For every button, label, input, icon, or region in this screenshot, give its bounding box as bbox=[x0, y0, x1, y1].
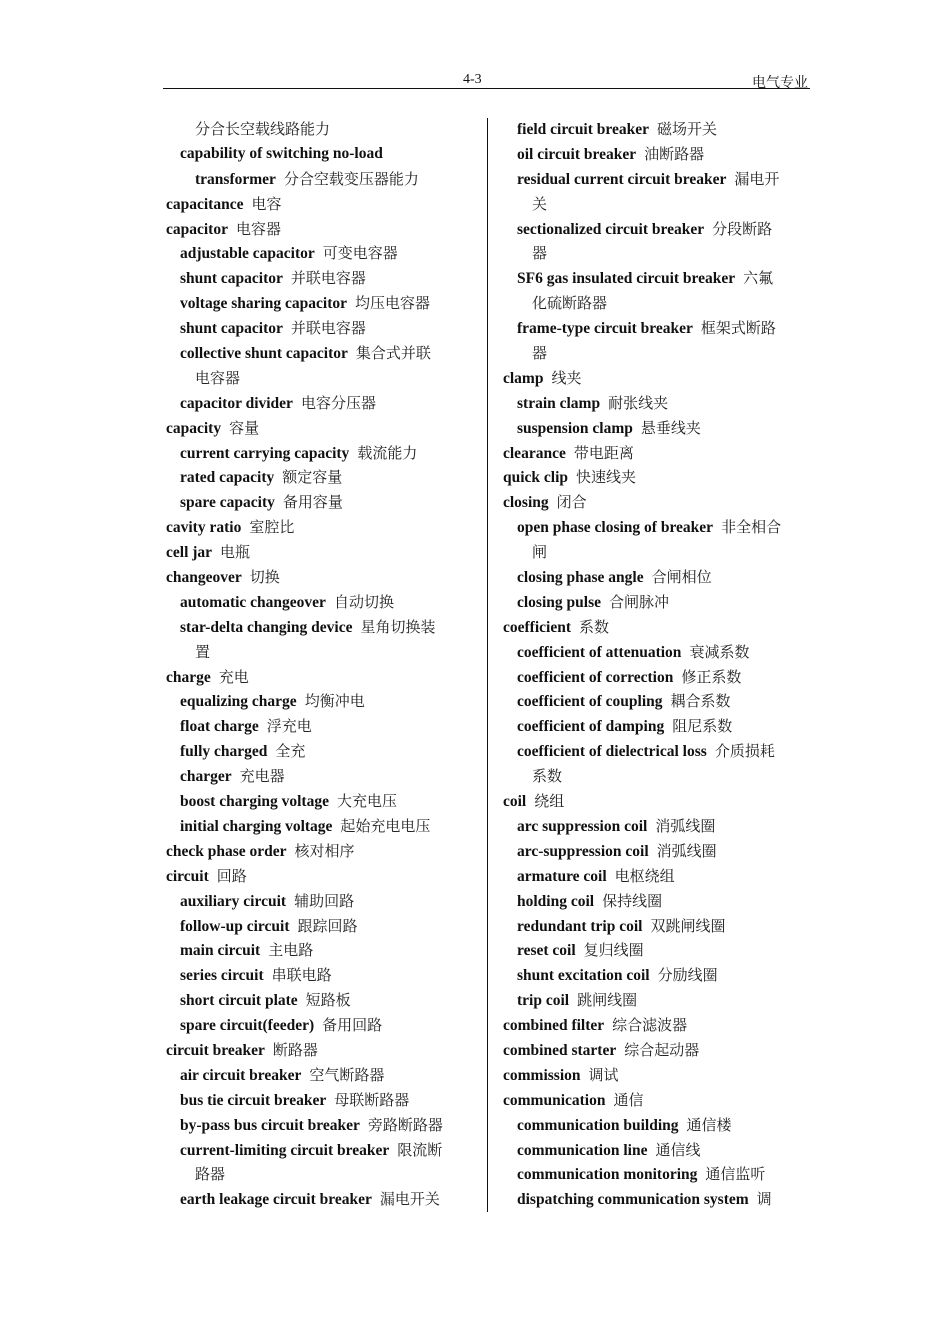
glossary-entry bbox=[503, 1088, 811, 1113]
entry-translation: 调试 bbox=[588, 1065, 619, 1084]
entry-translation: 核对相序 bbox=[294, 841, 355, 860]
entry-term: float charge bbox=[180, 718, 259, 736]
glossary-entry bbox=[166, 416, 474, 441]
glossary-entry bbox=[503, 864, 811, 889]
glossary-entry bbox=[166, 1138, 474, 1163]
entry-translation: 并联电容器 bbox=[290, 269, 366, 288]
entry-term: by-pass bus circuit breaker bbox=[180, 1116, 360, 1134]
entry-term: cavity ratio bbox=[166, 519, 242, 537]
glossary-entry bbox=[166, 739, 474, 764]
glossary-entry bbox=[503, 565, 811, 590]
glossary-entry bbox=[166, 192, 474, 217]
glossary-entry bbox=[166, 665, 474, 690]
glossary-entry bbox=[503, 739, 811, 764]
entry-term: SF6 gas insulated circuit breaker bbox=[517, 270, 736, 288]
entry-translation: 器 bbox=[532, 344, 548, 363]
glossary-entry bbox=[503, 764, 811, 789]
glossary-entry bbox=[166, 366, 474, 391]
entry-term: rated capacity bbox=[180, 469, 275, 487]
entry-term: communication building bbox=[517, 1116, 679, 1134]
entry-translation: 系数 bbox=[532, 767, 563, 786]
glossary-entry bbox=[166, 1162, 474, 1187]
entry-term: circuit bbox=[166, 867, 209, 885]
entry-term: short circuit plate bbox=[180, 992, 298, 1010]
entry-translation: 分合长空载线路能力 bbox=[195, 120, 331, 138]
entry-term: closing phase angle bbox=[517, 569, 644, 587]
entry-term: boost charging voltage bbox=[180, 793, 329, 811]
entry-term: oil circuit breaker bbox=[517, 145, 637, 163]
entry-translation: 关 bbox=[532, 194, 548, 213]
entry-term: commission bbox=[503, 1066, 581, 1084]
entry-translation: 分合空载变压器能力 bbox=[283, 169, 419, 188]
entry-translation: 置 bbox=[195, 642, 211, 661]
entry-translation: 充电器 bbox=[239, 767, 285, 786]
entry-translation: 备用容量 bbox=[282, 493, 343, 512]
entry-term: auxiliary circuit bbox=[180, 892, 287, 910]
entry-term: spare circuit(feeder) bbox=[180, 1017, 315, 1035]
glossary-entry bbox=[503, 192, 811, 217]
glossary-entry bbox=[166, 689, 474, 714]
entry-term: clamp bbox=[503, 369, 544, 387]
entry-translation: 衰减系数 bbox=[689, 642, 750, 661]
entry-term: coefficient of dielectrical loss bbox=[517, 743, 707, 761]
entry-translation: 油断路器 bbox=[644, 144, 705, 163]
glossary-entry bbox=[503, 465, 811, 490]
glossary-entry bbox=[166, 814, 474, 839]
entry-term: trip coil bbox=[517, 992, 570, 1010]
entry-translation: 电瓶 bbox=[220, 543, 251, 562]
entry-translation: 均衡冲电 bbox=[304, 692, 365, 711]
column-divider bbox=[487, 118, 488, 1212]
entry-term: coefficient of coupling bbox=[517, 693, 663, 711]
glossary-entry bbox=[166, 515, 474, 540]
entry-translation: 起始充电电压 bbox=[340, 816, 431, 835]
entry-term: equalizing charge bbox=[180, 693, 297, 711]
glossary-entry bbox=[503, 615, 811, 640]
entry-translation: 切换 bbox=[249, 568, 280, 587]
entry-term: check phase order bbox=[166, 842, 287, 860]
entry-term: capacitance bbox=[166, 195, 244, 213]
entry-term: cell jar bbox=[166, 544, 213, 562]
entry-term: bus tie circuit breaker bbox=[180, 1091, 327, 1109]
glossary-entry bbox=[166, 988, 474, 1013]
glossary-entry bbox=[166, 889, 474, 914]
entry-term: arc suppression coil bbox=[517, 817, 648, 835]
entry-translation: 调 bbox=[756, 1190, 772, 1209]
entry-term: clearance bbox=[503, 444, 566, 462]
entry-translation: 阻尼系数 bbox=[672, 717, 733, 736]
entry-translation: 星角切换装 bbox=[360, 617, 436, 636]
entry-term: current carrying capacity bbox=[180, 444, 350, 462]
entry-term: coefficient bbox=[503, 618, 571, 636]
glossary-entry bbox=[503, 391, 811, 416]
entry-term: communication line bbox=[517, 1141, 648, 1159]
glossary-entry bbox=[503, 839, 811, 864]
entry-term: holding coil bbox=[517, 892, 595, 910]
entry-term: closing pulse bbox=[517, 593, 601, 611]
glossary-entry bbox=[503, 167, 811, 192]
glossary-entry bbox=[166, 1187, 474, 1212]
entry-translation: 闭合 bbox=[556, 493, 587, 512]
glossary-entry bbox=[166, 441, 474, 466]
entry-translation: 电容 bbox=[251, 194, 282, 213]
glossary-entry bbox=[166, 839, 474, 864]
glossary-entry bbox=[503, 714, 811, 739]
glossary-entry bbox=[166, 1088, 474, 1113]
entry-translation: 旁路断路器 bbox=[367, 1115, 443, 1134]
entry-translation: 全充 bbox=[275, 742, 306, 761]
glossary-entry bbox=[166, 615, 474, 640]
glossary-entry bbox=[166, 1113, 474, 1138]
glossary-entry bbox=[503, 689, 811, 714]
entry-translation: 通信监听 bbox=[705, 1165, 766, 1184]
glossary-entry bbox=[166, 590, 474, 615]
entry-translation: 漏电开关 bbox=[379, 1190, 440, 1209]
glossary-entry bbox=[503, 640, 811, 665]
glossary-entry bbox=[503, 366, 811, 391]
entry-translation: 器 bbox=[532, 244, 548, 263]
glossary-entry bbox=[503, 1063, 811, 1088]
entry-term: charge bbox=[166, 668, 211, 686]
glossary-entry bbox=[166, 789, 474, 814]
entry-translation: 室腔比 bbox=[249, 518, 295, 537]
entry-term: earth leakage circuit breaker bbox=[180, 1191, 372, 1209]
glossary-entry bbox=[503, 988, 811, 1013]
entry-term: star-delta changing device bbox=[180, 618, 353, 636]
entry-translation: 消弧线圈 bbox=[655, 816, 716, 835]
glossary-entry bbox=[166, 316, 474, 341]
entry-translation: 电容器 bbox=[235, 219, 281, 238]
glossary-entry bbox=[503, 515, 811, 540]
glossary-entry bbox=[503, 1013, 811, 1038]
glossary-entry bbox=[166, 291, 474, 316]
glossary-entry bbox=[166, 640, 474, 665]
entry-term: series circuit bbox=[180, 967, 264, 985]
glossary-entry bbox=[503, 963, 811, 988]
entry-translation: 通信 bbox=[613, 1090, 644, 1109]
glossary-entry bbox=[166, 764, 474, 789]
entry-translation: 限流断 bbox=[397, 1140, 443, 1159]
entry-translation: 合闸脉冲 bbox=[608, 592, 669, 611]
right-column bbox=[503, 117, 811, 1212]
entry-translation: 通信线 bbox=[655, 1140, 701, 1159]
department-label: 电气专业 bbox=[752, 76, 808, 91]
entry-translation: 合闸相位 bbox=[651, 568, 712, 587]
entry-translation: 磁场开关 bbox=[657, 120, 718, 138]
entry-translation: 并联电容器 bbox=[290, 319, 366, 338]
glossary-entry bbox=[503, 291, 811, 316]
glossary-entry bbox=[166, 1038, 474, 1063]
entry-term: coil bbox=[503, 793, 527, 811]
entry-translation: 电容分压器 bbox=[300, 393, 376, 412]
glossary-entry bbox=[503, 1113, 811, 1138]
entry-term: charger bbox=[180, 768, 232, 786]
glossary-entry bbox=[166, 490, 474, 515]
entry-translation: 六氟 bbox=[743, 269, 774, 288]
entry-translation: 短路板 bbox=[305, 991, 351, 1010]
entry-translation: 大充电压 bbox=[336, 792, 397, 811]
glossary-entry bbox=[503, 241, 811, 266]
entry-translation: 系数 bbox=[579, 617, 610, 636]
glossary-entry bbox=[503, 814, 811, 839]
glossary-entry bbox=[166, 714, 474, 739]
glossary-entry bbox=[166, 1063, 474, 1088]
entry-term: air circuit breaker bbox=[180, 1066, 302, 1084]
entry-term: spare capacity bbox=[180, 494, 275, 512]
entry-term: voltage sharing capacitor bbox=[180, 295, 348, 313]
left-column bbox=[166, 117, 474, 1212]
entry-translation: 浮充电 bbox=[266, 717, 312, 736]
entry-term: current-limiting circuit breaker bbox=[180, 1141, 390, 1159]
entry-translation: 可变电容器 bbox=[322, 244, 398, 263]
glossary-entry bbox=[503, 217, 811, 242]
glossary-entry bbox=[503, 889, 811, 914]
entry-term: initial charging voltage bbox=[180, 817, 333, 835]
entry-term: strain clamp bbox=[517, 394, 601, 412]
entry-term: combined filter bbox=[503, 1017, 605, 1035]
glossary-entry bbox=[503, 490, 811, 515]
entry-translation: 充电 bbox=[218, 667, 249, 686]
glossary-entry bbox=[503, 540, 811, 565]
entry-term: armature coil bbox=[517, 867, 607, 885]
entry-term: closing bbox=[503, 494, 549, 512]
entry-translation: 综合滤波器 bbox=[612, 1016, 688, 1035]
entry-translation: 串联电路 bbox=[271, 966, 332, 985]
entry-term: dispatching communication system bbox=[517, 1191, 749, 1209]
entry-term: combined starter bbox=[503, 1041, 617, 1059]
glossary-entry bbox=[166, 1013, 474, 1038]
entry-translation: 耦合系数 bbox=[670, 692, 731, 711]
entry-term: sectionalized circuit breaker bbox=[517, 220, 705, 238]
entry-translation: 自动切换 bbox=[333, 592, 394, 611]
entry-translation: 非全相合 bbox=[721, 518, 782, 537]
page-number: 4-3 bbox=[463, 72, 482, 87]
entry-translation: 断路器 bbox=[272, 1040, 318, 1059]
entry-translation: 分段断路 bbox=[712, 219, 773, 238]
entry-translation: 均压电容器 bbox=[355, 294, 431, 313]
glossary-entry bbox=[503, 416, 811, 441]
glossary-entry bbox=[503, 914, 811, 939]
glossary-entry bbox=[166, 938, 474, 963]
entry-term: coefficient of damping bbox=[517, 718, 665, 736]
glossary-entry bbox=[503, 266, 811, 291]
entry-translation: 母联断路器 bbox=[334, 1090, 410, 1109]
entry-translation: 化硫断路器 bbox=[532, 294, 608, 313]
entry-translation: 空气断路器 bbox=[309, 1065, 385, 1084]
entry-term: reset coil bbox=[517, 942, 576, 960]
glossary-entry bbox=[503, 316, 811, 341]
entry-translation: 电枢绕组 bbox=[614, 866, 675, 885]
entry-term: coefficient of correction bbox=[517, 668, 674, 686]
entry-translation: 主电路 bbox=[268, 941, 314, 960]
entry-translation: 介质损耗 bbox=[714, 742, 775, 761]
entry-translation: 修正系数 bbox=[681, 667, 742, 686]
glossary-entry bbox=[503, 1187, 811, 1212]
entry-term: capacitor divider bbox=[180, 394, 293, 412]
glossary-entry bbox=[503, 590, 811, 615]
entry-translation: 带电距离 bbox=[573, 443, 634, 462]
glossary-entry bbox=[166, 341, 474, 366]
entry-translation: 保持线圈 bbox=[602, 891, 663, 910]
entry-translation: 跟踪回路 bbox=[297, 916, 358, 935]
glossary-entry bbox=[166, 217, 474, 242]
entry-translation: 回路 bbox=[216, 866, 247, 885]
entry-term: capacity bbox=[166, 419, 222, 437]
entry-translation: 电容器 bbox=[195, 368, 241, 387]
entry-term: shunt excitation coil bbox=[517, 967, 650, 985]
glossary-entry bbox=[503, 789, 811, 814]
entry-translation: 容量 bbox=[229, 418, 260, 437]
entry-term: communication bbox=[503, 1091, 606, 1109]
glossary-entry bbox=[503, 1138, 811, 1163]
glossary-entry bbox=[166, 241, 474, 266]
entry-term: redundant trip coil bbox=[517, 917, 643, 935]
glossary-entry bbox=[503, 142, 811, 167]
entry-translation: 绕组 bbox=[534, 792, 565, 811]
glossary-entry bbox=[166, 465, 474, 490]
entry-term: suspension clamp bbox=[517, 419, 633, 437]
entry-translation: 跳闸线圈 bbox=[577, 991, 638, 1010]
header-rule bbox=[163, 88, 810, 89]
entry-term: transformer bbox=[195, 170, 276, 188]
entry-term: follow-up circuit bbox=[180, 917, 290, 935]
glossary-entry bbox=[166, 266, 474, 291]
glossary-entry bbox=[503, 665, 811, 690]
entry-translation: 复归线圈 bbox=[583, 941, 644, 960]
entry-translation: 备用回路 bbox=[322, 1016, 383, 1035]
glossary-entry bbox=[503, 441, 811, 466]
glossary-entry bbox=[166, 963, 474, 988]
entry-translation: 通信楼 bbox=[686, 1115, 732, 1134]
glossary-entry bbox=[166, 391, 474, 416]
entry-translation: 消弧线圈 bbox=[656, 841, 717, 860]
entry-term: shunt capacitor bbox=[180, 320, 283, 338]
glossary-entry bbox=[166, 167, 474, 192]
entry-translation: 路器 bbox=[195, 1165, 226, 1184]
entry-translation: 辅助回路 bbox=[294, 891, 355, 910]
entry-translation: 综合起动器 bbox=[624, 1040, 700, 1059]
glossary-entry bbox=[166, 864, 474, 889]
glossary-entry bbox=[503, 341, 811, 366]
glossary-entry bbox=[503, 1038, 811, 1063]
entry-term: arc-suppression coil bbox=[517, 842, 649, 860]
entry-translation: 分励线圈 bbox=[657, 966, 718, 985]
entry-term: communication monitoring bbox=[517, 1166, 698, 1184]
entry-term: adjustable capacitor bbox=[180, 245, 315, 263]
entry-term: frame-type circuit breaker bbox=[517, 320, 693, 338]
glossary-entry bbox=[166, 565, 474, 590]
entry-translation: 漏电开 bbox=[734, 169, 780, 188]
entry-term: circuit breaker bbox=[166, 1041, 265, 1059]
entry-translation: 额定容量 bbox=[282, 468, 343, 487]
glossary-entry bbox=[166, 142, 474, 167]
entry-translation: 闸 bbox=[532, 543, 548, 562]
glossary-entry bbox=[166, 117, 474, 142]
entry-term: fully charged bbox=[180, 743, 268, 761]
entry-translation: 集合式并联 bbox=[355, 344, 431, 363]
entry-term: changeover bbox=[166, 569, 242, 587]
entry-term: open phase closing of breaker bbox=[517, 519, 714, 537]
entry-translation: 框架式断路 bbox=[700, 319, 776, 338]
entry-translation: 载流能力 bbox=[357, 443, 418, 462]
entry-term: quick clip bbox=[503, 469, 569, 487]
entry-term: residual current circuit breaker bbox=[517, 170, 727, 188]
entry-term: capacitor bbox=[166, 220, 228, 238]
glossary-entry bbox=[166, 540, 474, 565]
entry-translation: 线夹 bbox=[551, 368, 582, 387]
entry-translation: 悬垂线夹 bbox=[640, 418, 701, 437]
entry-term: field circuit breaker bbox=[517, 121, 650, 138]
glossary-entry bbox=[503, 1162, 811, 1187]
entry-translation: 快速线夹 bbox=[576, 468, 637, 487]
entry-translation: 双跳闸线圈 bbox=[650, 916, 726, 935]
entry-term: collective shunt capacitor bbox=[180, 345, 348, 363]
entry-term: shunt capacitor bbox=[180, 270, 283, 288]
entry-term: automatic changeover bbox=[180, 593, 326, 611]
entry-term: main circuit bbox=[180, 942, 261, 960]
entry-translation: 耐张线夹 bbox=[608, 393, 669, 412]
entry-term: capability of switching no-load bbox=[180, 144, 383, 162]
glossary-entry bbox=[503, 117, 811, 142]
entry-term: coefficient of attenuation bbox=[517, 643, 682, 661]
glossary-entry bbox=[166, 914, 474, 939]
glossary-entry bbox=[503, 938, 811, 963]
